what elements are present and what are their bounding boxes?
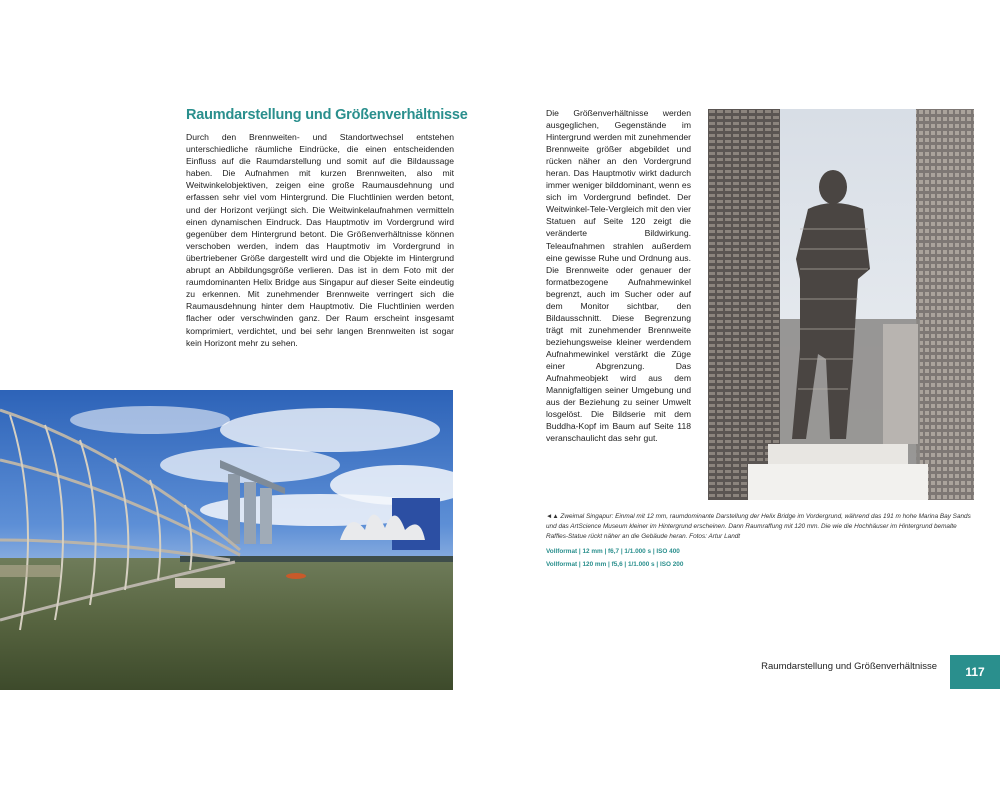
camera-settings-1: Vollformat | 12 mm | f6,7 | 1/1.000 s | ISO 400 [546, 548, 680, 555]
raffles-statue-photo [708, 109, 974, 500]
page-number: 117 [950, 655, 1000, 689]
running-title: Raumdarstellung und Größenverhältnisse [761, 661, 937, 672]
body-text-right: Die Größenverhältnisse werden ausgeglichen, Gegenstände im Hintergrund werden mit zunehmender Brennweite größer abgebildet und rücken näher an den Vordergrund heran. Das Hauptmotiv wirkt dadurch immer weniger bilddominant, wenn es sich im Vordergrund befindet. Der Weitwinkel-Tele-Vergleich mit den vier Statuen auf Seite 120 zeigt die veränderte Bildwirkung. Teleaufnahmen strahlen außerdem eine gewisse Ruhe und Ordnung aus. Die Brennweite oder genauer der formatbezogene Aufnahmewinkel begrenzt, auch im Sucher oder auf dem Monitor sichtbar, den Bildausschnitt. Diese Begrenzung trägt mit zunehmender Brennweite beziehungsweise kleiner werdendem Aufnahmewinkel verstärkt die Züge einer Abgrenzung. Das Aufnahmeobjekt wird aus dem Mannigfaltigen seiner Umgebung und aus der Beziehung zu seiner Umwelt losgelöst. Die Bildserie mit dem Buddha-Kopf im Baum auf Seite 118 veranschaulicht das sehr gut. [546, 108, 691, 444]
body-text-left: Durch den Brennweiten- und Standortwechsel entstehen unterschiedliche räumliche Eindrücke, die einen entscheidenden Einfluss auf die Raumdarstellung und somit auf die Bildaussage haben. Die Aufnahmen mit kurzen Brennweiten, also mit Weitwinkelobjektiven, zeigen eine große Raumausdehnung und erfassen sehr viel vom Hintergrund. Die Fluchtlinien werden betont, und der Horizont verjüngt sich. Die Weitwinkelaufnahmen vermitteln einen dynamischen Eindruck. Das Hauptmotiv im Vordergrund wird gegenüber dem Hintergrund betont. Die Größenverhältnisse können verschoben werden, indem das Hauptmotiv im Vordergrund in übertriebener Größe dargestellt wird und die Objekte im Hintergrund abrupt an Abbildungsgröße verlieren. Das ist in dem Foto mit der raumdominanten Helix Bridge aus Singapur auf dieser Seite eindeutig zu erkennen. Mit zunehmender Brennweite verringert sich die Raumausdehnung hinter dem Hauptmotiv. Die Fluchtlinien werden flacher oder verschwinden ganz. Der Raum erscheint insgesamt komprimiert, verdichtet, und bei sehr langen Brennweiten ist sogar kein Horizont mehr zu sehen. [186, 132, 454, 348]
helix-bridge-photo [0, 390, 453, 690]
photo-caption: ◄▲ Zweimal Singapur: Einmal mit 12 mm, raumdominante Darstellung der Helix Bridge im Vordergrund, während das 191 m hohe Marina Bay Sands und das ArtScience Museum kleiner im Hintergrund erscheinen. Dann Raumraffung mit 120 mm. Die wie die Hochhäuser im Hintergrund bemalte Raffles-Statue rückt näher an die Gebäude heran. Fotos: Artur Landt [546, 513, 971, 541]
section-heading: Raumdarstellung und Größenverhältnisse [186, 107, 468, 123]
camera-settings-2: Vollformat | 120 mm | f5,6 | 1/1.000 s | ISO 200 [546, 561, 684, 568]
